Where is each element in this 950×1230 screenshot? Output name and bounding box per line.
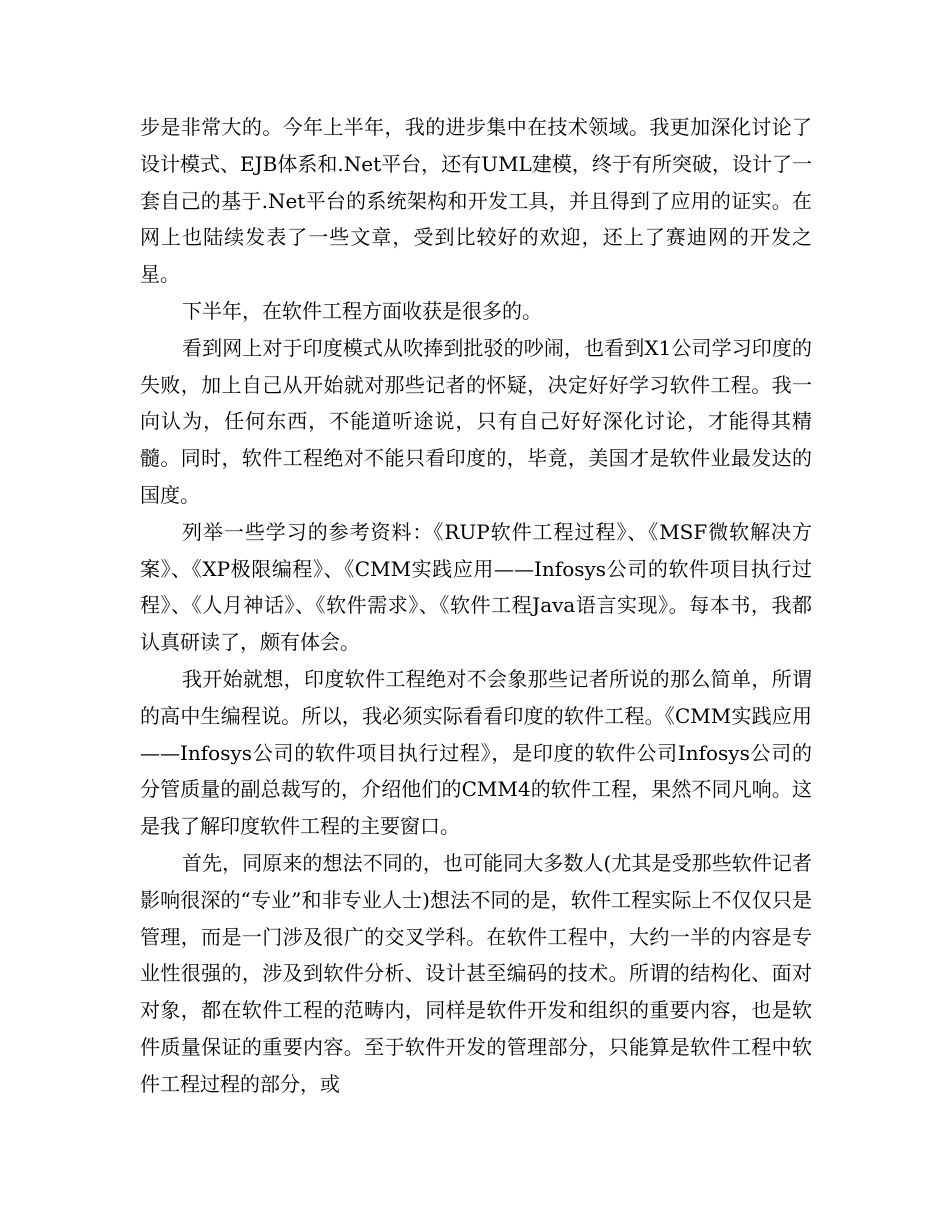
paragraph-4: 列举一些学习的参考资料：《RUP软件工程过程》、《MSF微软解决方案》、《XP极限编程》、《CMM实践应用——Infosys公司的软件项目执行过程》、《人月神话》、《软件需求》、《软件工程Java语言实现》。每本书，我都认真研读了，颇有体会。 bbox=[140, 519, 812, 655]
document-body bbox=[140, 109, 812, 1103]
paragraph-3: 看到网上对于印度模式从吹捧到批驳的吵闹，也看到X1公司学习印度的失败，加上自己从开始就对那些记者的怀疑，决定好好学习软件工程。我一向认为，任何东西，不能道听途说，只有自己好好深化讨论，才能得其精髓。同时，软件工程绝对不能只看印度的，毕竟，美国才是软件业最发达的国度。 bbox=[140, 335, 812, 507]
paragraph-5: 我开始就想，印度软件工程绝对不会象那些记者所说的那么简单，所谓的高中生编程说。所以，我必须实际看看印度的软件工程。《CMM实践应用——Infosys公司的软件项目执行过程》，是印度的软件公司Infosys公司的分管质量的副总裁写的，介绍他们的CMM4的软件工程，果然不同凡响。这是我了解印度软件工程的主要窗口。 bbox=[140, 666, 812, 839]
paragraph-1: 步是非常大的。今年上半年，我的进步集中在技术领域。我更加深化讨论了设计模式、EJB体系和.Net平台，还有UML建模，终于有所突破，设计了一套自己的基于.Net平台的系统架构和开发工具，并且得到了应用的证实。在网上也陆续发表了一些文章，受到比较好的欢迎，还上了赛迪网的开发之星。 bbox=[140, 115, 812, 287]
paragraph-2: 下半年，在软件工程方面收获是很多的。 bbox=[182, 298, 542, 323]
paragraph-6: 首先，同原来的想法不同的，也可能同大多数人(尤其是受那些软件记者影响很深的“专业”和非专业人士)想法不同的是，软件工程实际上不仅仅只是管理，而是一门涉及很广的交叉学科。在软件工程中，大约一半的内容是专业性很强的，涉及到软件分析、设计甚至编码的技术。所谓的结构化、面对对象，都在软件工程的范畴内，同样是软件开发和组织的重要内容，也是软件质量保证的重要内容。至于软件开发的管理部分，只能算是软件工程中软件工程过程的部分，或 bbox=[140, 850, 812, 1096]
